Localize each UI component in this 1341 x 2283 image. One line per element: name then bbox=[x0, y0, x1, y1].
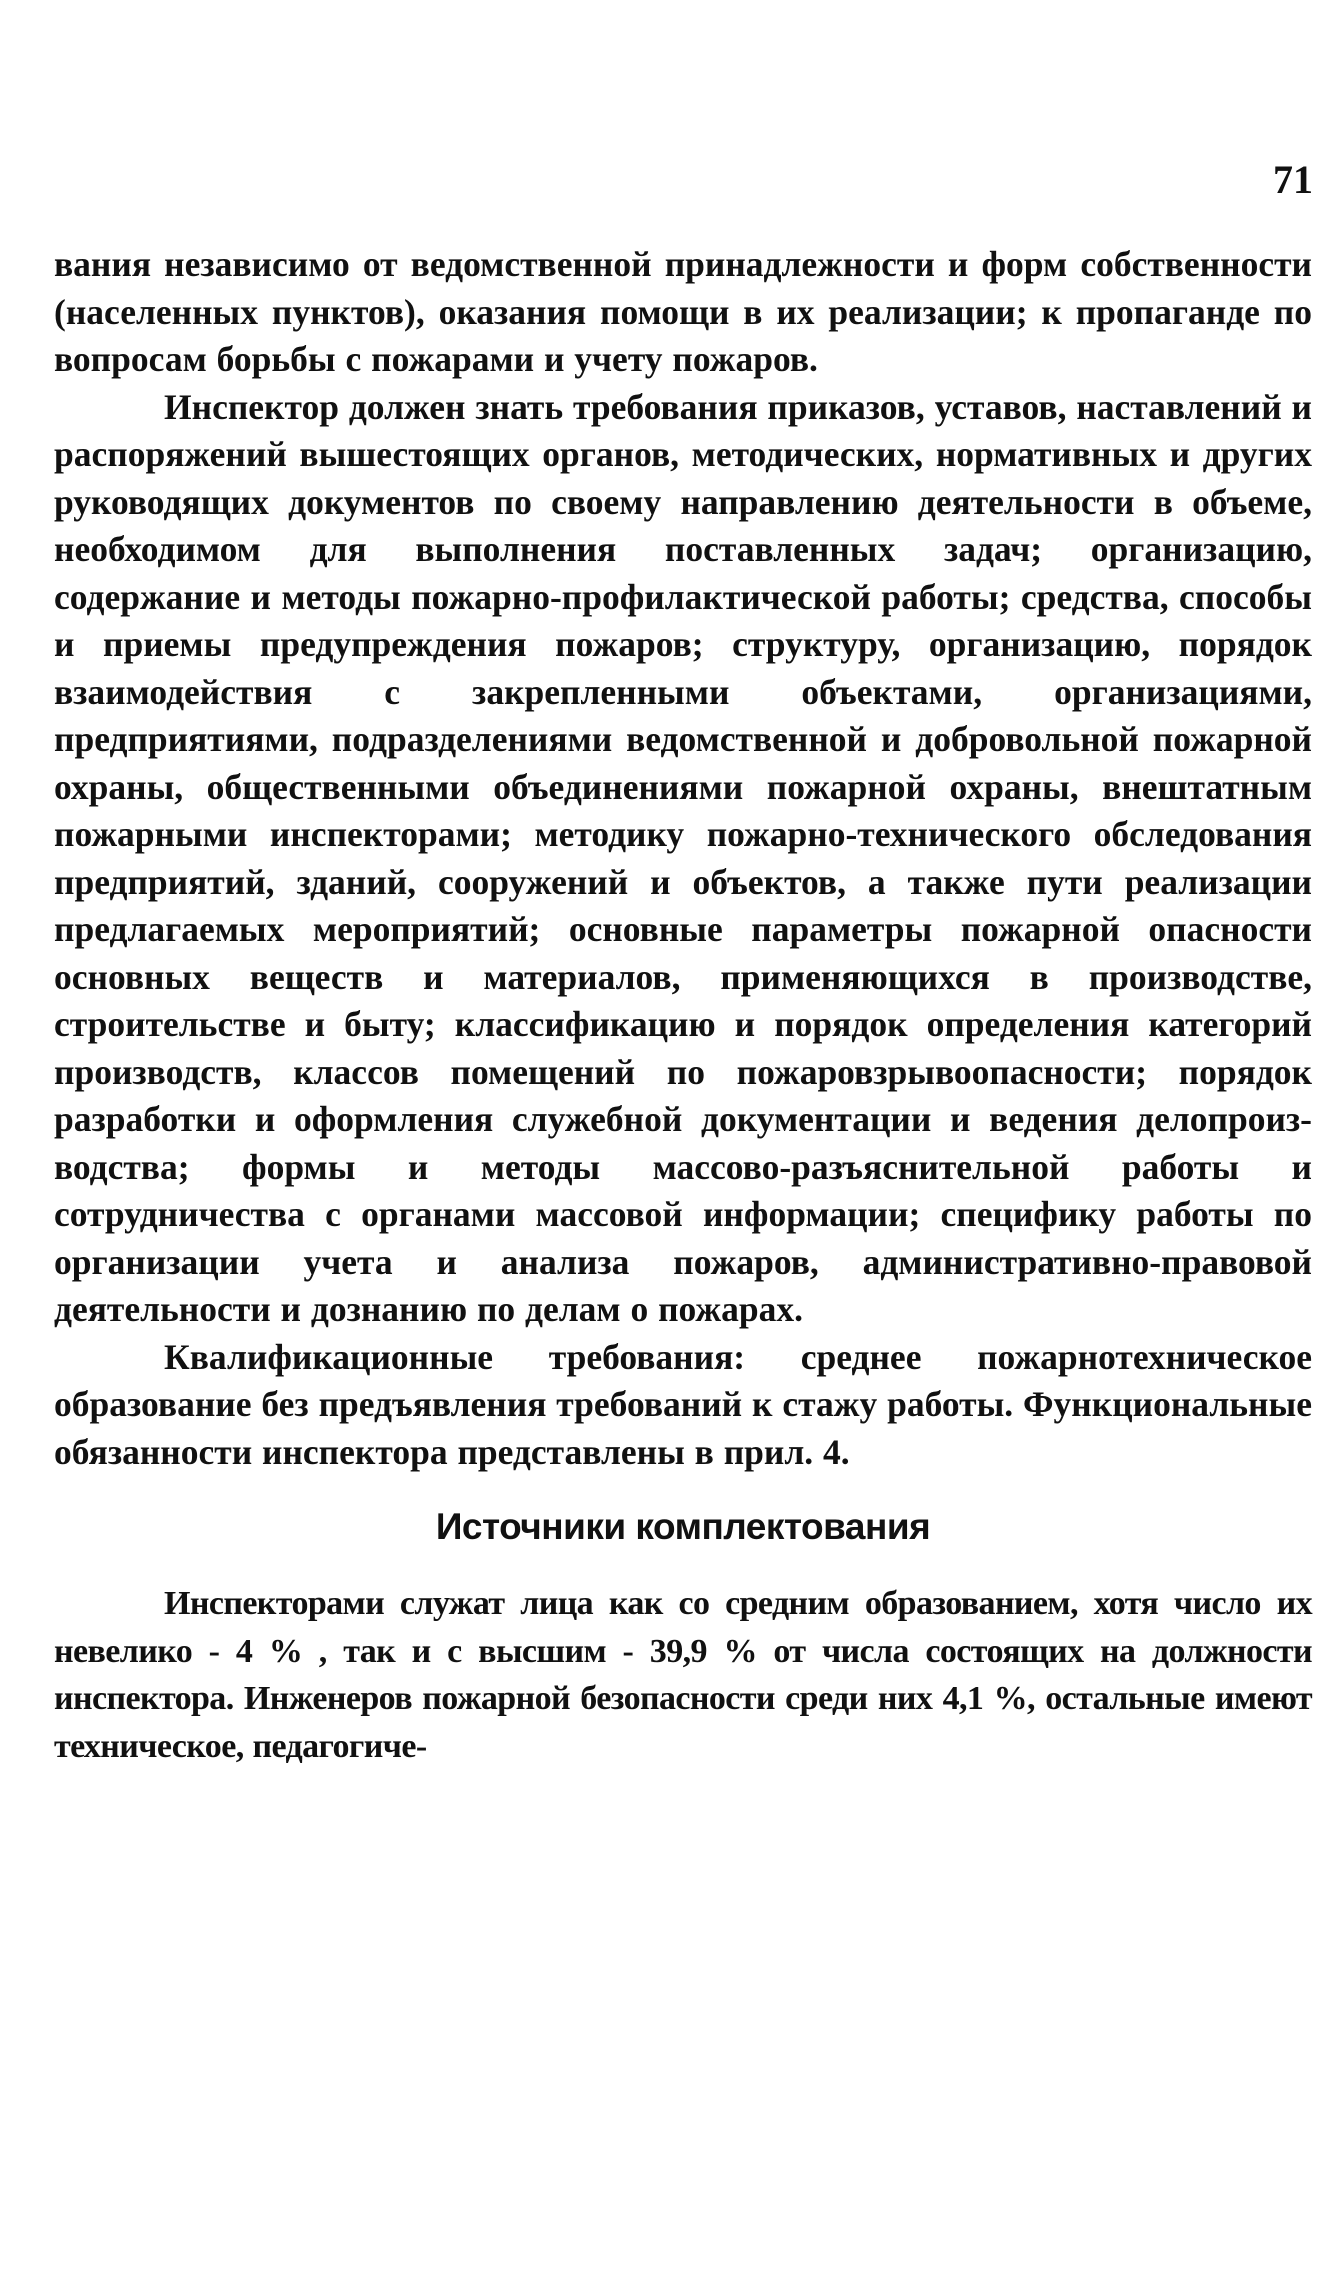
paragraph-3: Квалификационные требования: среднее пожарнотехническое образование без предъявления требований к стажу работы. Функциональные обязанности инспектора представлены в прил. 4. bbox=[54, 1336, 1312, 1472]
body-text bbox=[54, 241, 1312, 1770]
section-heading: Источники комплектования bbox=[435, 1506, 931, 1547]
paragraph-2: Инспектор должен знать требования приказов, уставов, наставлений и распоряжений вышестоящих органов, методических, нормативных и других руководящих документов по своему направлению деятельности в объеме, необходимом для выполнения поставленных задач; организацию, содержание и методы пожарно-профилактической работы; средства, способы и приемы предупреждения пожаров; структуру, организацию, порядок взаимодействия с закрепленными объектами, организациями, предприятиями, подразделениями ведомственной и добровольной пожарной охраны, общественными объединениями пожарной охраны, внештатным пожарными инспекторами; методику пожарно-технического обследования предприятий, зданий, сооружений и объектов, а также пути реализации предлагаемых мероприятий; основные параметры пожарной опасности основных веществ и материалов, применяющихся в производстве, строительстве и быту; классификацию и порядок определения категорий производств, классов помещений по пожаровзрывоопасности; порядок разработки и оформления служебной документации и ведения делопроизводства; формы и методы массово-разъяснительной работы и сотрудничества с органами массовой информации; специфику работы по организации учета и анализа пожаров, административно-правовой деятельности и дознанию по делам о пожарах. bbox=[54, 386, 1312, 1329]
paragraph-4: Инспекторами служат лица как со средним образованием, хотя число их невелико - 4 % , так и с высшим - 39,9 % от числа состоящих на должности инспектора. Инженеров пожарной безопасности среди них 4,1 %, остальные имеют техническое, педагогиче- bbox=[54, 1585, 1312, 1765]
paragraph-1: вания независимо от ведомственной принадлежности и форм собственности (населенных пунктов), оказания помощи в их реализации; к пропаганде по вопросам борьбы с пожарами и учету пожаров. bbox=[54, 244, 1312, 379]
page-number: 71 bbox=[1273, 157, 1313, 202]
